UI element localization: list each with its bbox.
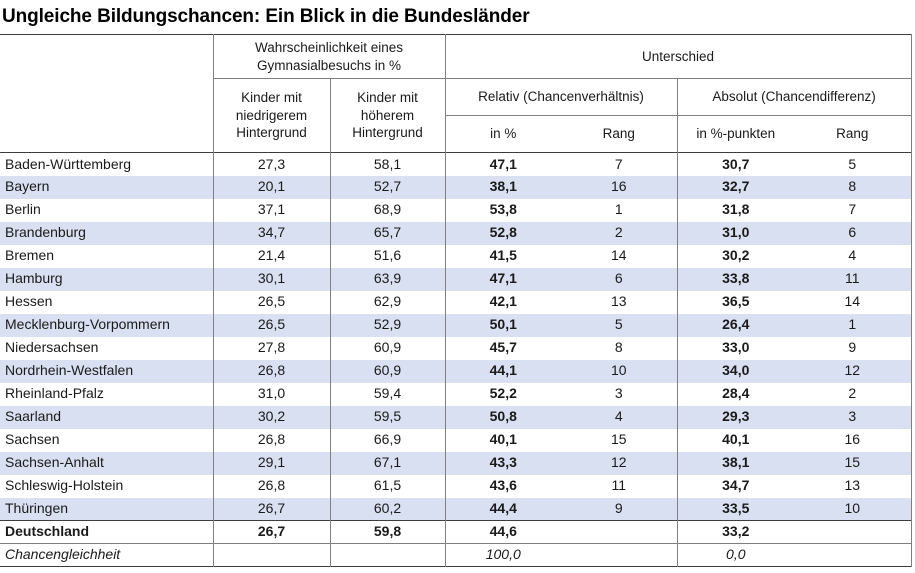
value-absolute: 34,0: [677, 360, 794, 383]
value-relative-rank: 9: [561, 498, 677, 521]
value-absolute-rank: 4: [794, 245, 911, 268]
value-low: 26,8: [213, 360, 330, 383]
header-relative-percent: in %: [445, 116, 561, 153]
state-name: Schleswig-Holstein: [5, 477, 124, 494]
header-absolute-points: in %-punkten: [677, 116, 794, 153]
value-relative-rank: 2: [561, 222, 677, 245]
value-relative: 50,1: [445, 314, 561, 337]
value-absolute-rank: [794, 544, 911, 567]
value-high: 66,9: [330, 429, 445, 452]
state-name: Brandenburg: [0, 222, 213, 245]
value-absolute: 31,8: [677, 199, 794, 222]
value-absolute: 30,2: [677, 245, 794, 268]
state-name: Thüringen: [0, 498, 213, 521]
table-row: [0, 452, 911, 475]
value-high: 60,9: [330, 337, 445, 360]
value-low: 26,7: [213, 498, 330, 521]
table-row: [0, 360, 911, 383]
value-absolute: 29,3: [677, 406, 794, 429]
value-high: 52,9: [330, 314, 445, 337]
value-absolute: 33,2: [677, 521, 794, 544]
state-name: Rheinland-Pfalz: [5, 385, 104, 402]
value-absolute-rank: 13: [794, 475, 911, 498]
value-high: 51,6: [330, 245, 445, 268]
summary-rows: [0, 521, 911, 567]
value-low: 26,7: [213, 521, 330, 544]
value-absolute: 40,1: [677, 429, 794, 452]
header-absolute-rank: Rang: [794, 116, 911, 153]
value-relative: 100,0: [445, 544, 561, 567]
value-high: [330, 544, 445, 567]
header-relative-rank: Rang: [602, 126, 635, 142]
state-name: Sachsen: [5, 431, 60, 448]
value-low: 30,2: [213, 406, 330, 429]
table-header: [0, 35, 911, 153]
value-relative: 44,1: [445, 360, 561, 383]
value-absolute-rank: 16: [794, 429, 911, 452]
value-low: 26,5: [213, 291, 330, 314]
value-high: 60,9: [330, 360, 445, 383]
state-name: Saarland: [0, 406, 213, 429]
table-row: [0, 498, 911, 521]
table-row: [0, 291, 911, 314]
state-name: Bayern: [0, 176, 213, 199]
value-absolute-rank: 8: [794, 176, 911, 199]
header-children-higher: Kinder mit höherem Hintergrund: [330, 79, 445, 153]
value-relative: 52,8: [445, 222, 561, 245]
value-relative-rank: 16: [561, 176, 677, 199]
value-absolute-rank: 14: [794, 291, 911, 314]
value-low: 29,1: [213, 452, 330, 475]
data-table: [0, 34, 912, 567]
value-relative-rank: 6: [561, 268, 677, 291]
value-absolute-rank: 1: [794, 314, 911, 337]
table-row: [0, 337, 911, 360]
state-rows: [0, 153, 911, 521]
value-absolute: 38,1: [677, 452, 794, 475]
value-relative-rank: [561, 521, 677, 544]
state-name: Baden-Württemberg: [5, 155, 132, 172]
value-absolute-rank: 12: [794, 360, 911, 383]
value-absolute-rank: 11: [794, 268, 911, 291]
value-relative: 44,4: [445, 498, 561, 521]
state-name: Hamburg: [0, 268, 213, 291]
table-row: [0, 383, 911, 406]
value-absolute: 33,5: [677, 498, 794, 521]
table-row: [0, 475, 911, 498]
reference-row-chancengleichheit: [0, 544, 911, 567]
value-low: 26,8: [213, 429, 330, 452]
summary-row-deutschland: [0, 521, 911, 544]
value-relative-rank: 15: [610, 431, 627, 448]
value-absolute: 32,7: [677, 176, 794, 199]
value-relative: 43,6: [445, 475, 561, 498]
value-high: 59,4: [330, 383, 445, 406]
value-low: 31,0: [213, 383, 330, 406]
value-high: 58,1: [330, 153, 445, 176]
value-relative-rank: 5: [561, 314, 677, 337]
value-relative: 52,2: [445, 383, 561, 406]
value-absolute: 34,7: [677, 475, 794, 498]
value-absolute-rank: 5: [794, 153, 911, 176]
value-absolute: 30,7: [677, 153, 794, 176]
value-high: 59,8: [330, 521, 445, 544]
value-relative: 45,7: [445, 337, 561, 360]
table-row: [0, 268, 911, 291]
value-low: 21,4: [213, 245, 330, 268]
value-high: 65,7: [330, 222, 445, 245]
header-relative-group: Relativ (Chancenverhältnis): [445, 79, 677, 116]
state-name: Chancengleichheit: [0, 544, 213, 567]
value-absolute-rank: 15: [794, 452, 911, 475]
state-name: Niedersachsen: [5, 339, 99, 356]
table-row: [0, 245, 911, 268]
value-absolute: 36,5: [677, 291, 794, 314]
value-high: 63,9: [330, 268, 445, 291]
table-row: [0, 153, 911, 176]
value-relative-rank: 7: [614, 155, 623, 172]
value-relative-rank: 3: [614, 385, 623, 402]
value-absolute-rank: 7: [794, 199, 911, 222]
state-name: Bremen: [5, 247, 55, 264]
state-name: Berlin: [5, 201, 41, 218]
value-absolute-rank: 3: [794, 406, 911, 429]
value-absolute-rank: 6: [794, 222, 911, 245]
state-name: Mecklenburg-Vorpommern: [0, 314, 213, 337]
value-absolute-rank: 9: [794, 337, 911, 360]
header-row-groups: [0, 35, 911, 79]
value-absolute: 26,4: [677, 314, 794, 337]
value-relative: 38,1: [445, 176, 561, 199]
value-relative: 47,1: [445, 268, 561, 291]
value-high: 67,1: [330, 452, 445, 475]
value-relative-rank: 13: [610, 293, 627, 310]
state-name: Deutschland: [0, 521, 213, 544]
page-title: Ungleiche Bildungschancen: Ein Blick in die Bundesländer: [2, 6, 530, 27]
value-relative: 53,8: [445, 199, 561, 222]
value-low: 26,5: [213, 314, 330, 337]
value-relative: 42,1: [445, 291, 561, 314]
value-relative: 43,3: [445, 452, 561, 475]
value-relative-rank: 12: [561, 452, 677, 475]
value-absolute: 31,0: [677, 222, 794, 245]
corner-cell: [0, 35, 213, 153]
value-low: 27,3: [213, 153, 330, 176]
table-row: [0, 429, 911, 452]
table-row: [0, 199, 911, 222]
value-high: 68,9: [330, 199, 445, 222]
state-name: Nordrhein-Westfalen: [0, 360, 213, 383]
value-relative: 44,6: [445, 521, 561, 544]
value-low: 37,1: [213, 199, 330, 222]
value-low: 27,8: [213, 337, 330, 360]
value-absolute: 33,0: [677, 337, 794, 360]
value-high: 60,2: [330, 498, 445, 521]
value-relative-rank: [561, 544, 677, 567]
table-row: [0, 222, 911, 245]
table-row: [0, 176, 911, 199]
value-relative: 40,1: [445, 429, 561, 452]
value-low: 34,7: [213, 222, 330, 245]
value-relative-rank: 14: [610, 247, 627, 264]
value-absolute-rank: 2: [794, 383, 911, 406]
header-probability-group: Wahrscheinlichkeit eines Gymnasialbesuchs in %: [213, 35, 445, 79]
state-name: Sachsen-Anhalt: [0, 452, 213, 475]
value-high: 59,5: [330, 406, 445, 429]
header-difference-group: Unterschied: [445, 35, 911, 79]
value-absolute-rank: 10: [794, 498, 911, 521]
value-relative-rank: 1: [614, 201, 623, 218]
value-relative-rank: 4: [561, 406, 677, 429]
header-absolute-group: Absolut (Chancendifferenz): [677, 79, 911, 116]
value-absolute: 33,8: [677, 268, 794, 291]
value-low: [213, 544, 330, 567]
header-children-lower: Kinder mit niedrigerem Hintergrund: [213, 79, 330, 153]
value-relative-rank: 11: [611, 477, 627, 494]
value-relative: 50,8: [445, 406, 561, 429]
value-absolute-rank: [794, 521, 911, 544]
state-name: Hessen: [5, 293, 53, 310]
value-low: 26,8: [213, 475, 330, 498]
value-absolute: 0,0: [677, 544, 794, 567]
value-relative-rank: 10: [561, 360, 677, 383]
value-relative-rank: 8: [614, 339, 623, 356]
value-absolute: 28,4: [677, 383, 794, 406]
value-high: 62,9: [330, 291, 445, 314]
value-relative: 41,5: [445, 245, 561, 268]
value-low: 30,1: [213, 268, 330, 291]
table-row: [0, 314, 911, 337]
table-row: [0, 406, 911, 429]
value-relative: 47,1: [445, 153, 561, 176]
value-high: 61,5: [330, 475, 445, 498]
value-high: 52,7: [330, 176, 445, 199]
value-low: 20,1: [213, 176, 330, 199]
